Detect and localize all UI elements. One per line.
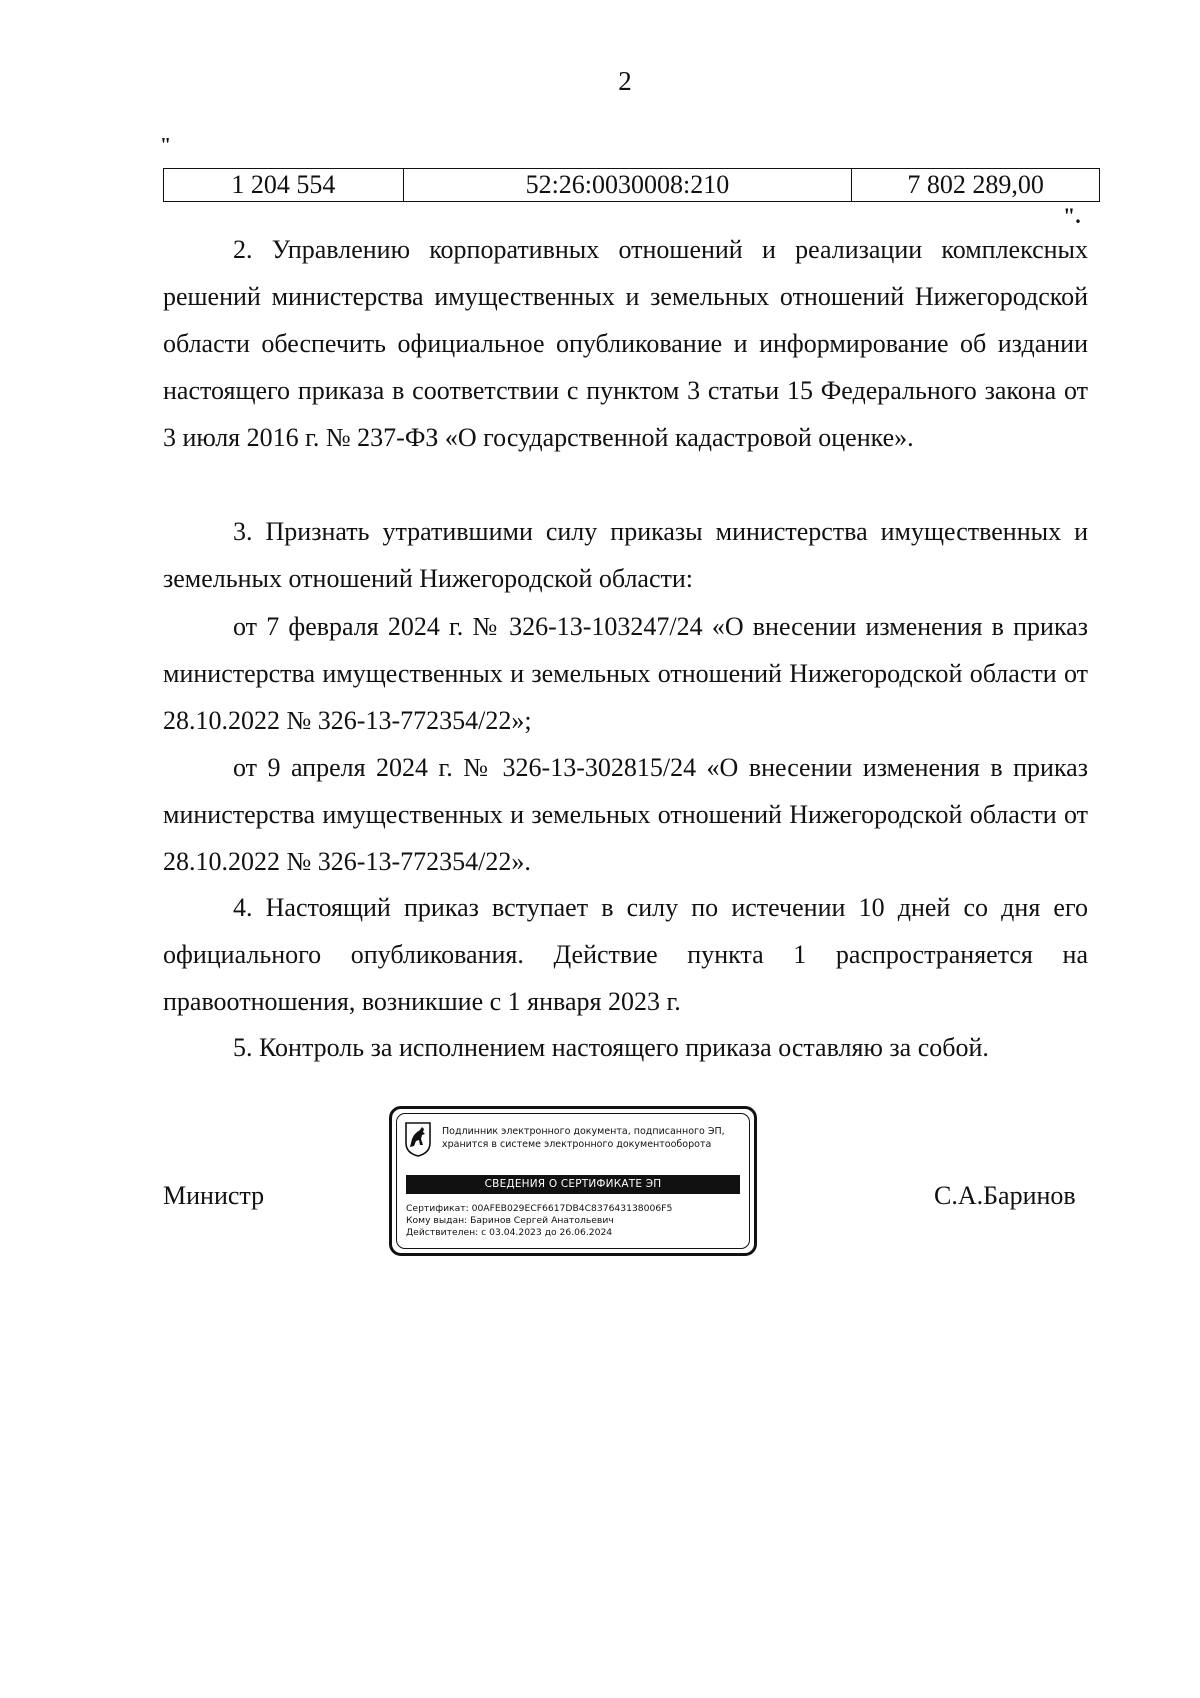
page-number: 2 xyxy=(618,66,632,96)
stamp-certificate-title: СВЕДЕНИЯ О СЕРТИФИКАТЕ ЭП xyxy=(406,1175,740,1194)
issued-to-value: Баринов Сергей Анатольевич xyxy=(470,1215,614,1226)
stamp-header-line-2: хранится в системе электронного документооборота xyxy=(442,1139,712,1150)
signatory-name: С.А.Баринов xyxy=(934,1181,1076,1210)
coat-of-arms-icon xyxy=(404,1121,432,1157)
quote-open-mark: " xyxy=(160,134,173,156)
quote-close-mark: ". xyxy=(1063,203,1081,228)
stamp-issued-to-row xyxy=(406,1215,746,1227)
table-row xyxy=(164,169,1100,202)
cadastral-value-table xyxy=(163,168,1100,202)
paragraph-4: 4. Настоящий приказ вступает в силу по истечении 10 дней со дня его официального опубликования. Действие пункта 1 распространяется на правоотношения, возникшие с 1 января 2023 г. xyxy=(163,893,1088,1016)
table-cell-cadastral-number: 52:26:0030008:210 xyxy=(403,169,851,202)
certificate-value: 00AFEB029ECF6617DB4C837643138006F5 xyxy=(471,1203,673,1214)
stamp-header-line-1: Подлинник электронного документа, подписанного ЭП, xyxy=(442,1126,725,1137)
paragraph-3-item-2: от 9 апреля 2024 г. № 326-13-302815/24 «О внесении изменения в приказ министерства имущественных и земельных отношений Нижегородской области от 28.10.2022 № 326-13-772354/22». xyxy=(163,753,1088,876)
paragraph-3-item-1: от 7 февраля 2024 г. № 326-13-103247/24 «О внесении изменения в приказ министерства имущественных и земельных отношений Нижегородской области от 28.10.2022 № 326-13-772354/22»; xyxy=(163,612,1088,735)
table-cell-cadastral-value: 7 802 289,00 xyxy=(852,169,1100,202)
valid-value: с 03.04.2023 до 26.06.2024 xyxy=(481,1227,613,1238)
electronic-signature-stamp xyxy=(389,1106,757,1256)
table-cell-number: 1 204 554 xyxy=(164,169,404,202)
stamp-certificate-info xyxy=(406,1203,746,1239)
stamp-header xyxy=(442,1125,742,1151)
paragraph-5: 5. Контроль за исполнением настоящего приказа оставляю за собой. xyxy=(233,1033,989,1062)
paragraph-3: 3. Признать утратившими силу приказы министерства имущественных и земельных отношений Нижегородской области: xyxy=(163,517,1088,593)
certificate-label: Сертификат: xyxy=(406,1203,469,1214)
paragraph-2: 2. Управлению корпоративных отношений и реализации комплексных решений министерства имущественных и земельных отношений Нижегородской области обеспечить официальное опубликование и информирование об издании настоящего приказа в соответствии с пунктом 3 статьи 15 Федерального закона от 3 июля 2016 г. № 237-ФЗ «О государственной кадастровой оценке». xyxy=(163,235,1088,452)
stamp-certificate-row xyxy=(406,1203,746,1215)
signatory-title: Министр xyxy=(163,1181,265,1210)
valid-label: Действителен: xyxy=(406,1227,479,1238)
issued-to-label: Кому выдан: xyxy=(406,1215,468,1226)
stamp-valid-row xyxy=(406,1227,746,1239)
